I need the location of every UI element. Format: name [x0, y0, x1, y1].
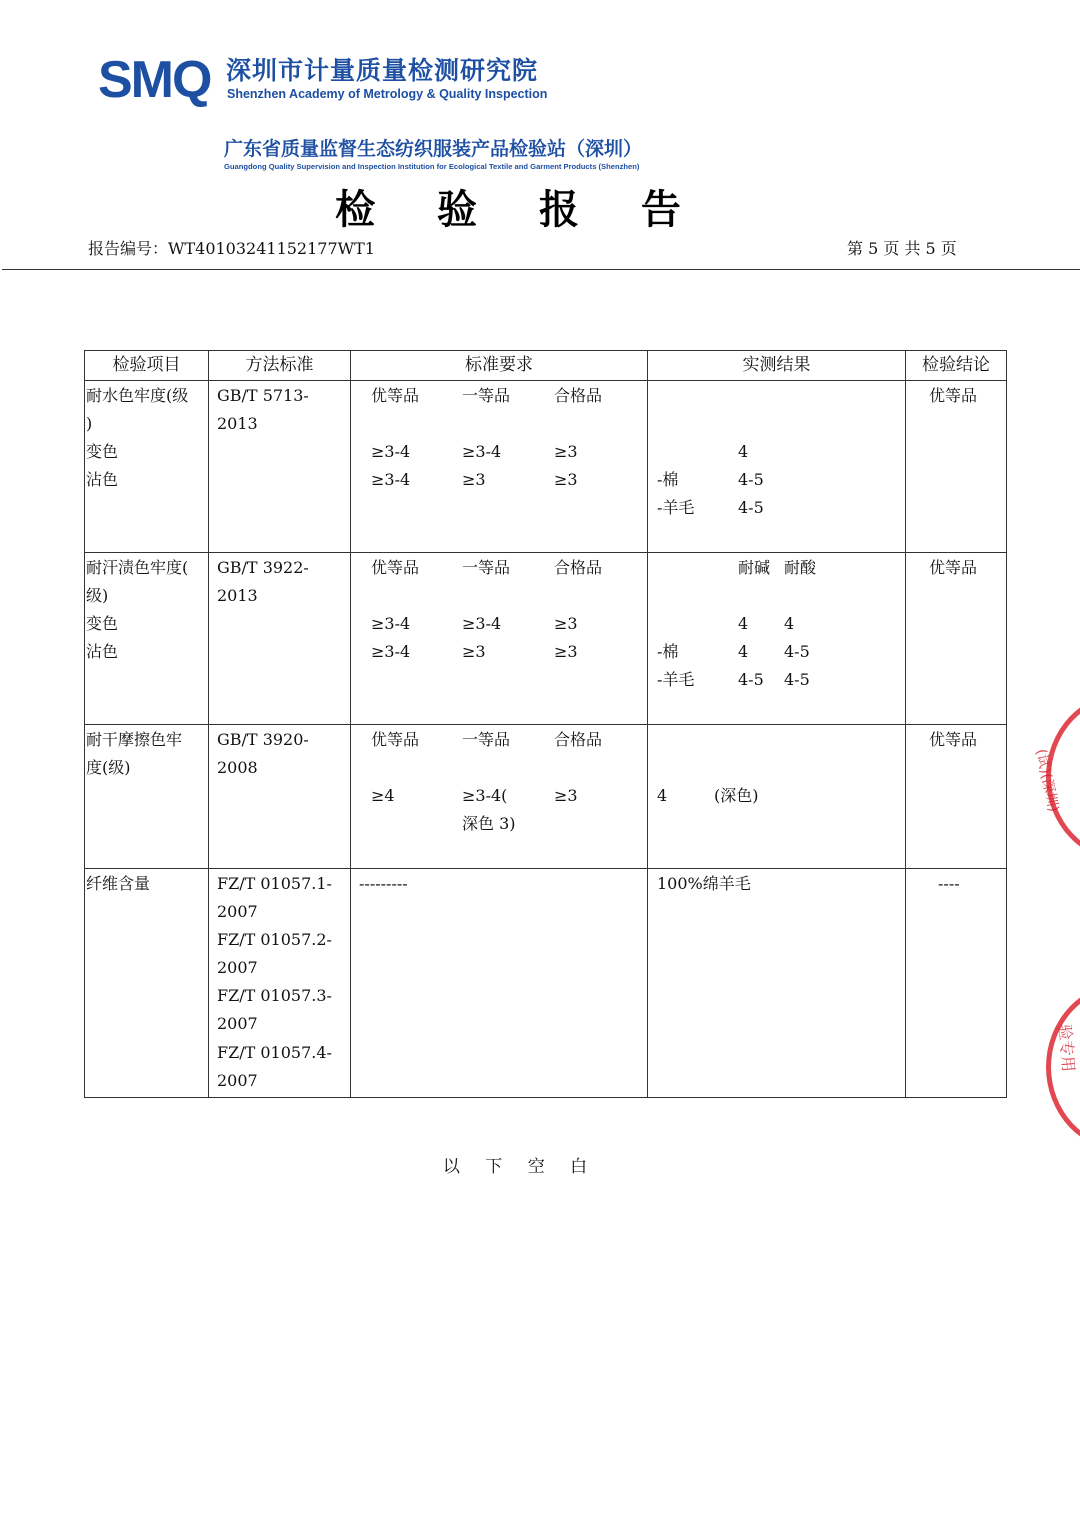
item-cell: 耐汗渍色牢度( 级) 变色 沾色: [85, 553, 209, 725]
result-cell: 4 -棉 4-5 -羊毛 4-5: [648, 381, 906, 553]
item-cell: 耐水色牢度(级 ) 变色 沾色: [85, 381, 209, 553]
seal-stamp-upper: [1032, 692, 1080, 862]
header-conclusion: 检验结论: [906, 351, 1007, 381]
conclusion-cell: 优等品: [906, 553, 1007, 725]
seal-lower-text: 验专用: [1055, 1023, 1079, 1073]
header-result: 实测结果: [648, 351, 906, 381]
report-number-label: 报告编号：: [88, 239, 169, 258]
seal-upper-text: (试)(深圳): [1032, 747, 1062, 814]
table-row: [85, 553, 1007, 725]
method-cell: GB/T 3922- 2013: [209, 553, 351, 725]
seal-stamp-lower: [1046, 982, 1080, 1152]
header-requirement: 标准要求: [351, 351, 648, 381]
method-cell: FZ/T 01057.1- 2007 FZ/T 01057.2- 2007 FZ/T 01057.3- 2007 FZ/T 01057.4- 2007: [209, 869, 351, 1098]
table-header-row: [85, 351, 1007, 381]
org-name-en: Shenzhen Academy of Metrology & Quality Inspection: [227, 87, 548, 101]
method-cell: GB/T 5713- 2013: [209, 381, 351, 553]
report-number-value: WT40103241152177WT1: [168, 239, 375, 258]
document-title: 检 验 报 告: [335, 187, 705, 233]
result-cell: 耐碱 耐酸 4 4 -棉 4 4-5 -羊毛 4-5 4-5: [648, 553, 906, 725]
page-indicator: 第 5 页 共 5 页: [847, 239, 957, 258]
inspection-table: [84, 350, 1007, 1098]
requirement-cell: 优等品 一等品 合格品 ≥4 ≥3-4( ≥3 深色 3): [351, 725, 648, 869]
station-name-cn: 广东省质量监督生态纺织服装产品检验站（深圳）: [224, 138, 643, 160]
header-method: 方法标准: [209, 351, 351, 381]
header-item: 检验项目: [85, 351, 209, 381]
requirement-cell: 优等品 一等品 合格品 ≥3-4 ≥3-4 ≥3 ≥3-4 ≥3 ≥3: [351, 381, 648, 553]
report-number: [88, 238, 375, 260]
table-row: [85, 725, 1007, 869]
requirement-cell: ---------: [351, 869, 648, 1098]
result-cell: 4 (深色): [648, 725, 906, 869]
item-cell: 纤维含量: [85, 869, 209, 1098]
table-row: [85, 869, 1007, 1098]
result-cell: 100%绵羊毛: [648, 869, 906, 1098]
org-name-cn: 深圳市计量质量检测研究院: [226, 56, 539, 85]
conclusion-cell: 优等品: [906, 381, 1007, 553]
blank-below-note: 以 下 空 白: [442, 1157, 598, 1177]
station-name-en: Guangdong Quality Supervision and Inspection Institution for Ecological Textile and Garment Products (Shenzhen): [224, 162, 640, 171]
requirement-cell: 优等品 一等品 合格品 ≥3-4 ≥3-4 ≥3 ≥3-4 ≥3 ≥3: [351, 553, 648, 725]
item-cell: 耐干摩擦色牢 度(级): [85, 725, 209, 869]
method-cell: GB/T 3920- 2008: [209, 725, 351, 869]
header-divider: [2, 269, 1080, 270]
conclusion-cell: ----: [906, 869, 1007, 1098]
logo-mark: SMQ: [98, 51, 211, 109]
conclusion-cell: 优等品: [906, 725, 1007, 869]
logo-smq: [98, 52, 210, 108]
table-row: [85, 381, 1007, 553]
